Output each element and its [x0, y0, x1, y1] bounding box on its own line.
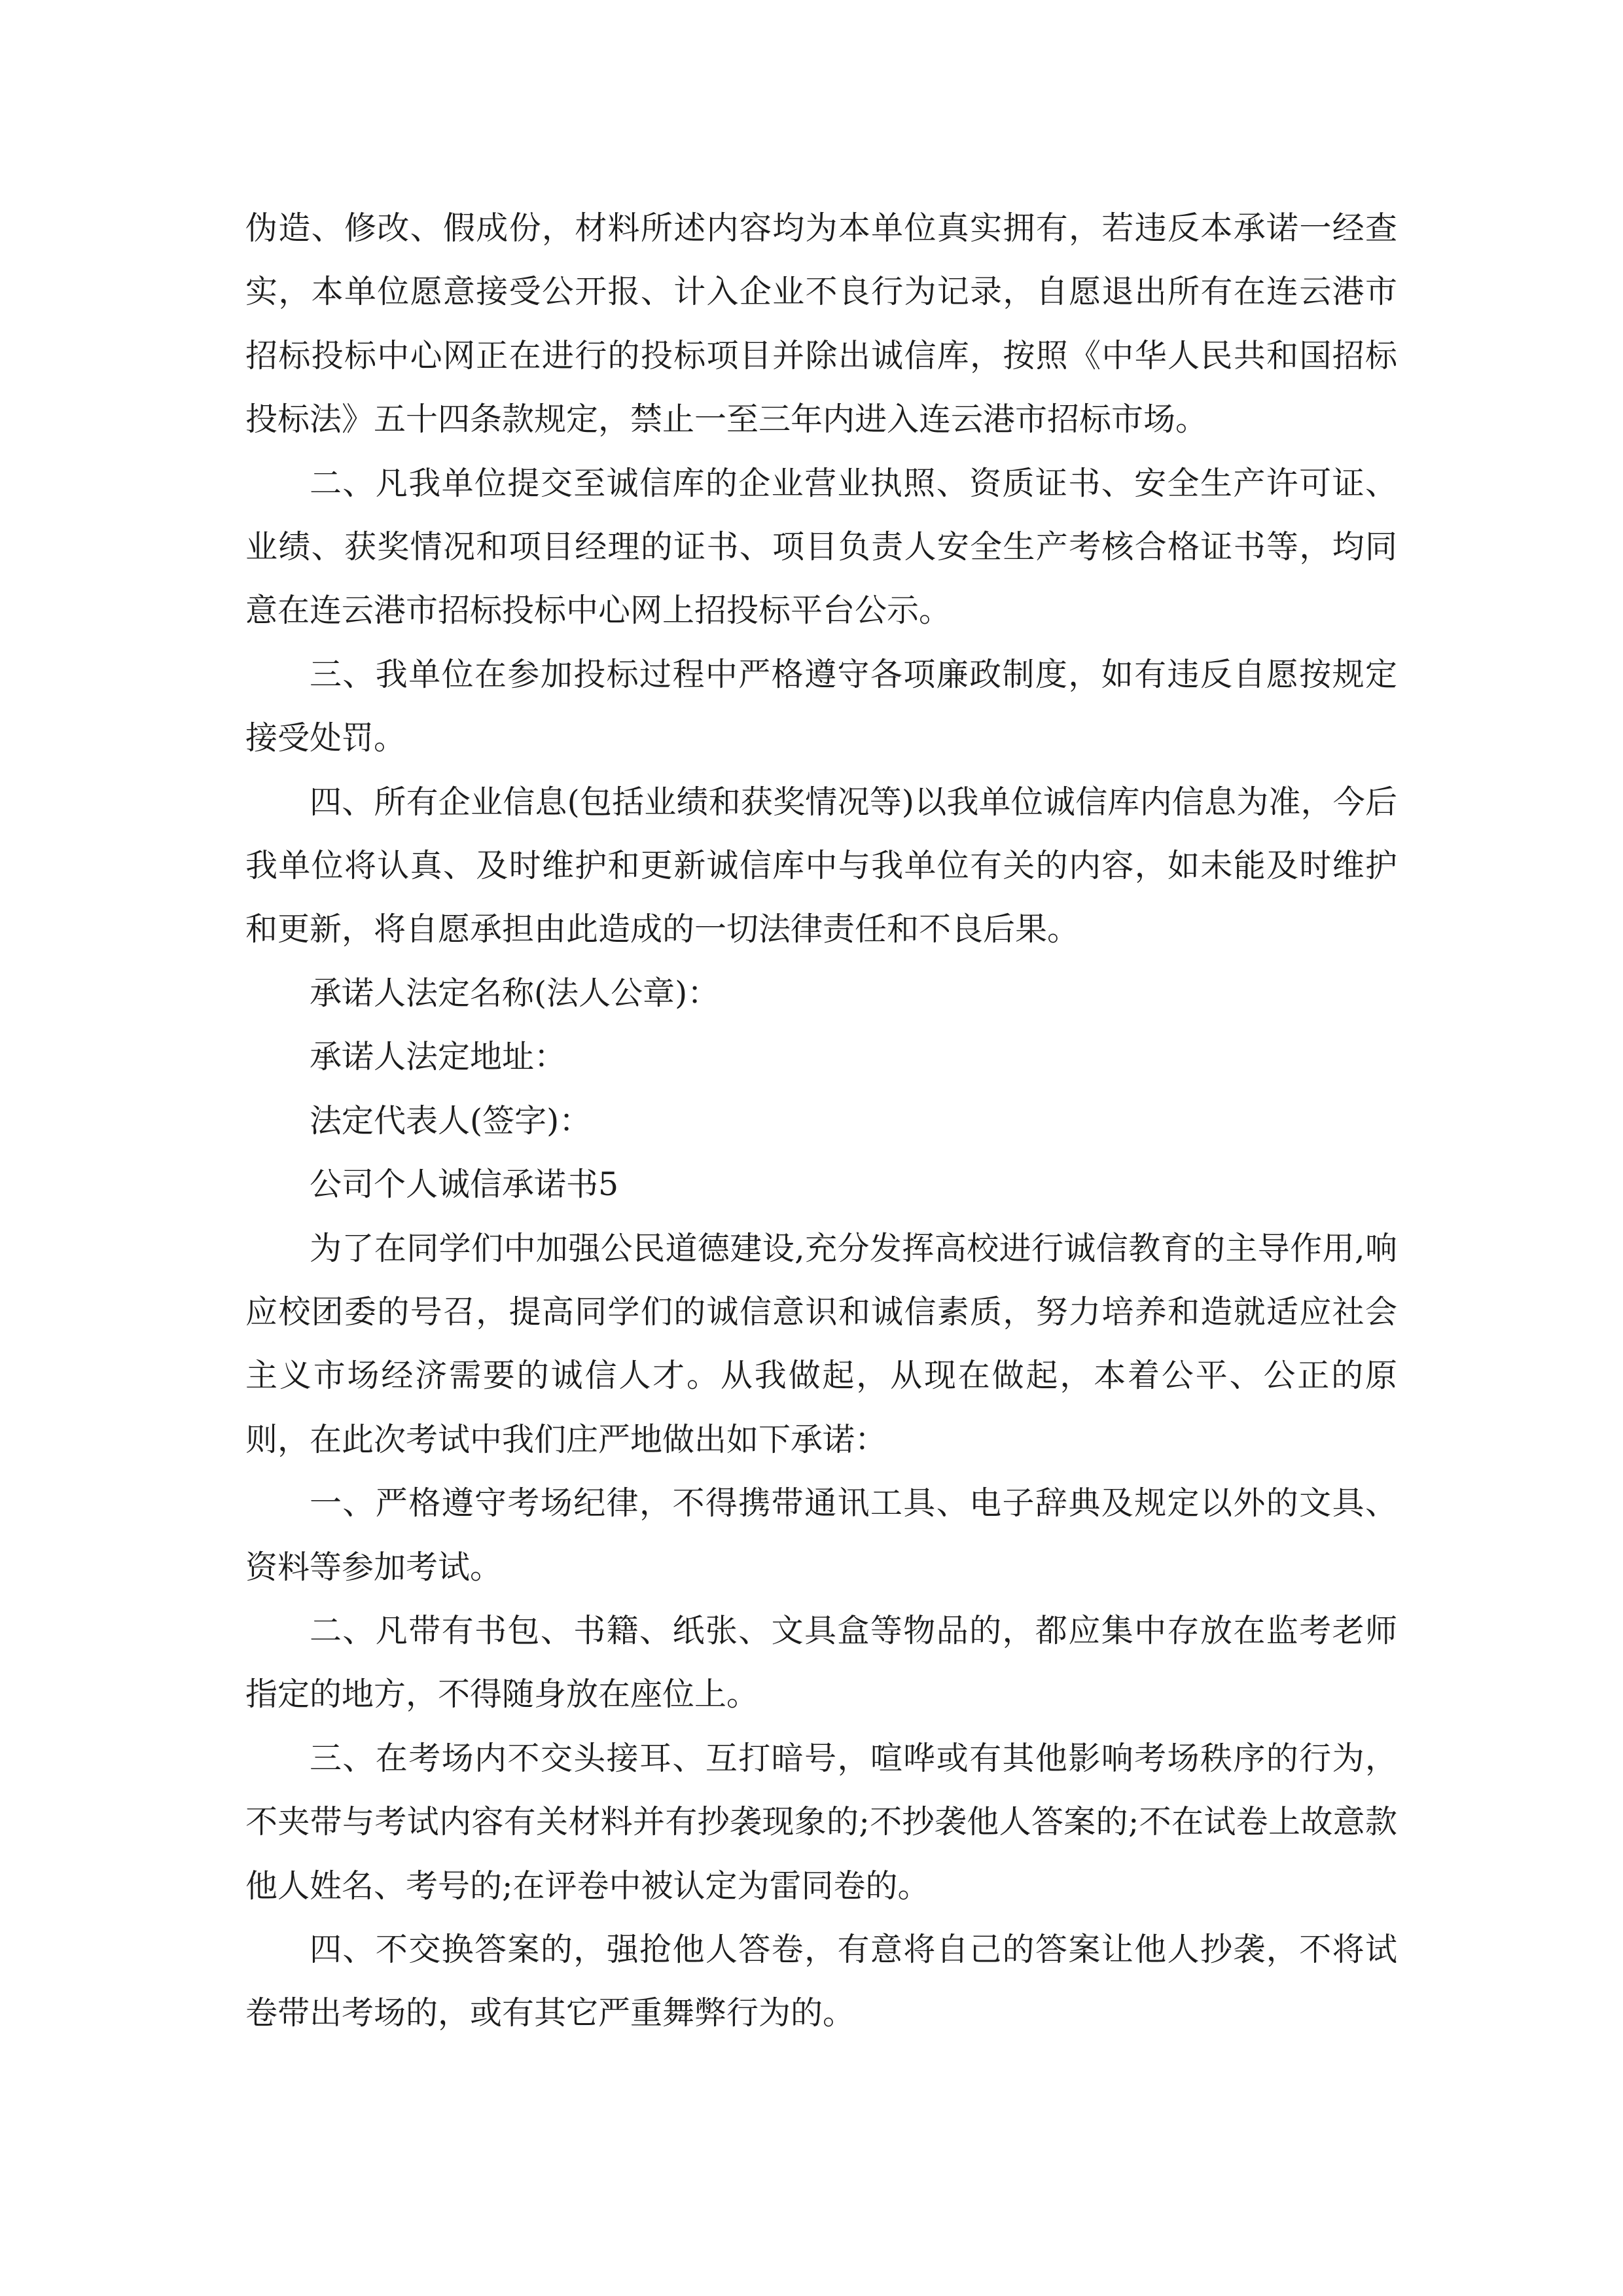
paragraph-clause-4: 四、所有企业信息(包括业绩和获奖情况等)以我单位诚信库内信息为准，今后我单位将认真、及时维护和更新诚信库中与我单位有关的内容，如未能及时维护和更新，将自愿承担由此造成的一切法律责任和不良后果。 [245, 783, 1397, 948]
paragraph-pledge-3: 三、在考场内不交头接耳、互打暗号，喧哗或有其他影响考场秩序的行为，不夹带与考试内容有关材料并有抄袭现象的;不抄袭他人答案的;不在试卷上故意款他人姓名、考号的;在评卷中被认定为雷同卷的。 [245, 1739, 1397, 1905]
document-body [245, 196, 1397, 2045]
paragraph-clause-2: 二、凡我单位提交至诚信库的企业营业执照、资质证书、安全生产许可证、业绩、获奖情况和项目经理的证书、项目负责人安全生产考核合格证书等，均同意在连云港市招标投标中心网上招投标平台公示。 [245, 464, 1397, 630]
paragraph-continuation: 伪造、修改、假成份，材料所述内容均为本单位真实拥有，若违反本承诺一经查实，本单位愿意接受公开报、计入企业不良行为记录，自愿退出所有在连云港市招标投标中心网正在进行的投标项目并除出诚信库，按照《中华人民共和国招标投标法》五十四条款规定，禁止一至三年内进入连云港市招标市场。 [245, 209, 1397, 439]
paragraph-pledge-4: 四、不交换答案的，强抢他人答卷，有意将自己的答案让他人抄袭，不将试卷带出考场的，或有其它严重舞弊行为的。 [245, 1930, 1397, 2032]
section-title: 公司个人诚信承诺书5 [310, 1166, 619, 1204]
promisor-address-line: 承诺人法定地址： [310, 1038, 567, 1076]
legal-representative-line: 法定代表人(签字)： [310, 1102, 592, 1139]
paragraph-clause-3: 三、我单位在参加投标过程中严格遵守各项廉政制度，如有违反自愿按规定接受处罚。 [245, 655, 1397, 757]
promisor-name-line: 承诺人法定名称(法人公章)： [310, 974, 720, 1012]
paragraph-pledge-2: 二、凡带有书包、书籍、纸张、文具盒等物品的，都应集中存放在监考老师指定的地方，不得随身放在座位上。 [245, 1611, 1397, 1713]
paragraph-intro: 为了在同学们中加强公民道德建设,充分发挥高校进行诚信教育的主导作用,响应校团委的号召，提高同学们的诚信意识和诚信素质，努力培养和造就适应社会主义市场经济需要的诚信人才。从我做起，从现在做起，本着公平、公正的原则，在此次考试中我们庄严地做出如下承诺： [245, 1229, 1397, 1458]
paragraph-pledge-1: 一、严格遵守考场纪律，不得携带通讯工具、电子辞典及规定以外的文具、资料等参加考试。 [245, 1484, 1397, 1586]
